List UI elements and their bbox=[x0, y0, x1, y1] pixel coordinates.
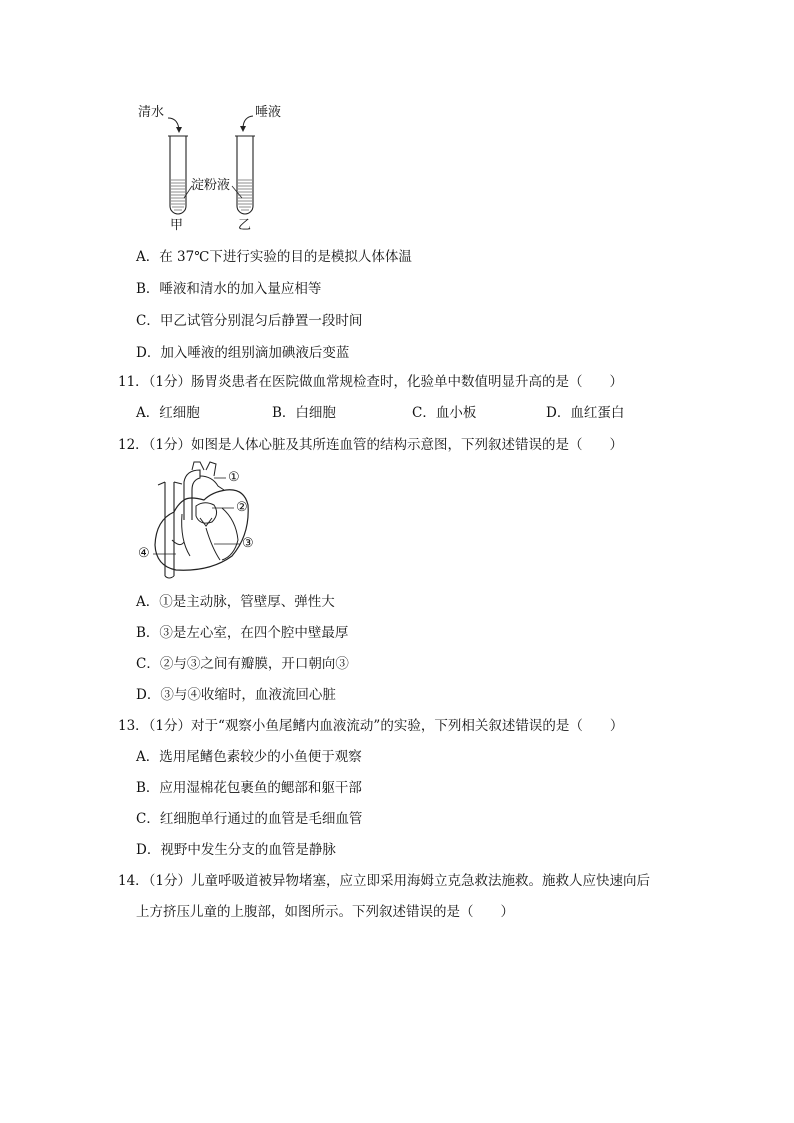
q13-option-a: A．选用尾鳍色素较少的小鱼便于观察 bbox=[136, 749, 362, 765]
q10-option-b: B．唾液和清水的加入量应相等 bbox=[136, 281, 322, 297]
q13-option-b: B．应用湿棉花包裹鱼的鳃部和躯干部 bbox=[136, 780, 362, 796]
q11-stem: 11．（1分）肠胃炎患者在医院做血常规检查时，化验单中数值明显升高的是（ ） bbox=[118, 374, 624, 390]
q12-option-b: B．③是左心室，在四个腔中壁最厚 bbox=[136, 625, 349, 641]
q13-option-c: C．红细胞单行通过的血管是毛细血管 bbox=[136, 811, 363, 827]
heart-label-4: ④ bbox=[138, 546, 150, 561]
q12-option-a: A．①是主动脉，管壁厚、弹性大 bbox=[136, 594, 335, 610]
heart-label-1: ① bbox=[228, 470, 240, 485]
label-saliva: 唾液 bbox=[255, 105, 282, 120]
q13-option-d: D．视野中发生分支的血管是静脉 bbox=[136, 842, 336, 858]
q12-option-c: C．②与③之间有瓣膜，开口朝向③ bbox=[136, 656, 349, 672]
heart-label-2: ② bbox=[236, 500, 248, 515]
q12-stem: 12．（1分）如图是人体心脏及其所连血管的结构示意图，下列叙述错误的是（ ） bbox=[118, 437, 624, 453]
q13-stem: 13．（1分）对于“观察小鱼尾鳍内血液流动”的实验，下列相关叙述错误的是（ ） bbox=[118, 718, 624, 734]
q10-option-a: A．在 37℃下进行实验的目的是模拟人体体温 bbox=[136, 249, 412, 265]
q11-option-c: C．血小板 bbox=[412, 405, 477, 421]
label-tube-jia: 甲 bbox=[170, 218, 184, 233]
label-starch: 淀粉液 bbox=[191, 178, 231, 193]
q12-option-d: D．③与④收缩时，血液流回心脏 bbox=[136, 687, 336, 703]
heart-label-3: ③ bbox=[242, 536, 254, 551]
q14-stem-line1: 14．（1分）儿童呼吸道被异物堵塞，应立即采用海姆立克急救法施救。施救人应快速向后 bbox=[118, 873, 651, 889]
label-tube-yi: 乙 bbox=[238, 218, 252, 233]
q11-option-b: B．白细胞 bbox=[272, 405, 336, 421]
q11-option-d: D．血红蛋白 bbox=[546, 405, 625, 421]
label-water: 清水 bbox=[138, 105, 165, 120]
q14-stem-line2: 上方挤压儿童的上腹部，如图所示。下列叙述错误的是（ ） bbox=[136, 904, 514, 920]
q11-option-a: A．红细胞 bbox=[136, 405, 200, 421]
q10-option-d: D．加入唾液的组别滴加碘液后变蓝 bbox=[136, 345, 350, 361]
q10-option-c: C．甲乙试管分别混匀后静置一段时间 bbox=[136, 313, 363, 329]
